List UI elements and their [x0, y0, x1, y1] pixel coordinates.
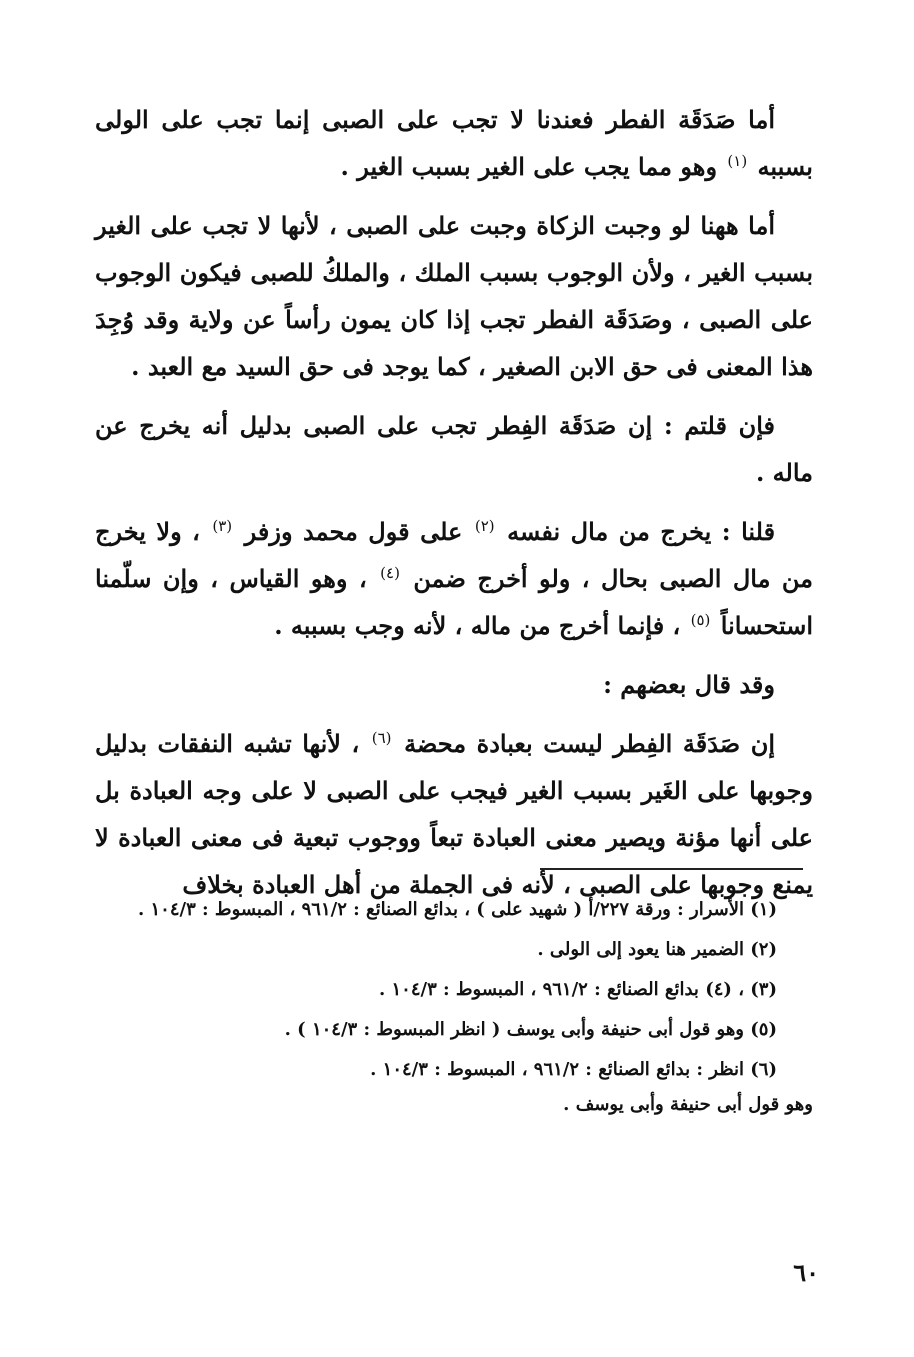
footnote-ref-1: (١) — [727, 152, 748, 170]
footnote-ref-5: (٥) — [690, 611, 711, 629]
footnote-5: (٥) وهو قول أبى حنيفة وأبى يوسف ( انظر المبسوط : ١٠٤/٣ ) . — [284, 1019, 777, 1040]
footnote-ref-3: (٣) — [212, 517, 233, 535]
paragraph-4 — [95, 508, 813, 649]
paragraph-text: ، فإنما أخرج من ماله ، لأنه وجب بسببه . — [274, 611, 681, 640]
main-text — [95, 96, 813, 920]
paragraph-text: إن صَدَقَة الفِطر ليست بعبادة محضة — [404, 729, 775, 758]
page-number: ٦٠ — [793, 1258, 819, 1287]
paragraph-5 — [95, 661, 813, 708]
footnote-divider — [540, 868, 803, 870]
footnote-6: (٦) انظر : بدائع الصنائع : ٩٦١/٢ ، المبسوط : ١٠٤/٣ . — [370, 1059, 777, 1080]
paragraph-text: ، ولا يخرج من مال الصبى بحال ، ولو أخرج ضمن — [95, 517, 813, 593]
footnote-ref-2: (٢) — [474, 517, 495, 535]
paragraph-text: أما صَدَقَة الفطر فعندنا لا تجب على الصبى إنما تجب على الولى بسببه — [95, 105, 813, 181]
paragraph-text: قلنا : يخرج من مال نفسه — [507, 517, 776, 546]
footnote-1: (١) الأسرار : ورقة ٢٢٧/أ ( شهيد على ) ، بدائع الصنائع : ٩٦١/٢ ، المبسوط : ١٠٤/٣ . — [137, 899, 777, 920]
footnotes — [95, 892, 813, 1127]
footnote-ref-4: (٤) — [380, 564, 400, 582]
paragraph-text: أما ههنا لو وجبت الزكاة وجبت على الصبى ، لأنها لا تجب على الغير بسبب الغير ، ولأن الوجوب بسبب الملك ، والملكُ للصبى فيكون الوجوب على الصبى ، وصَدَقَة الفطر تجب إذا كان يمون رأساً عن ولاية وقد وُجِدَ هذا المعنى فى حق الابن الصغير ، كما يوجد فى حق السيد مع العبد . — [95, 211, 813, 381]
paragraph-6 — [95, 720, 813, 908]
footnote-ref-6: (٦) — [371, 729, 392, 747]
paragraph-2 — [95, 202, 813, 390]
paragraph-text: وقد قال بعضهم : — [603, 670, 775, 699]
footnote-6-continuation: وهو قول أبى حنيفة وأبى يوسف . — [563, 1094, 813, 1115]
paragraph-3 — [95, 402, 813, 496]
footnote-2: (٢) الضمير هنا يعود إلى الولى . — [537, 939, 777, 960]
paragraph-1 — [95, 96, 813, 190]
footnote-3-4: (٣) ، (٤) بدائع الصنائع : ٩٦١/٢ ، المبسوط : ١٠٤/٣ . — [378, 979, 777, 1000]
paragraph-text: ، لأنها تشبه النفقات بدليل وجوبها على الغَير بسبب الغير فيجب على الصبى لا على وجه العبادة بل على أنها مؤنة ويصير معنى العبادة تبعاً ووجوب تبعية فى معنى العبادة لا يمنع وجوبها على الصبى ، لأنه فى الجملة من أهل العبادة بخلاف — [95, 729, 813, 899]
paragraph-text: على قول محمد وزفر — [244, 517, 463, 546]
paragraph-text: ، وهو القياس ، وإن سلّمنا استحساناً — [95, 564, 813, 640]
paragraph-text: فإن قلتم : إن صَدَقَة الفِطر تجب على الصبى بدليل أنه يخرج عن ماله . — [95, 411, 813, 487]
paragraph-text: وهو مما يجب على الغير بسبب الغير . — [340, 152, 718, 181]
